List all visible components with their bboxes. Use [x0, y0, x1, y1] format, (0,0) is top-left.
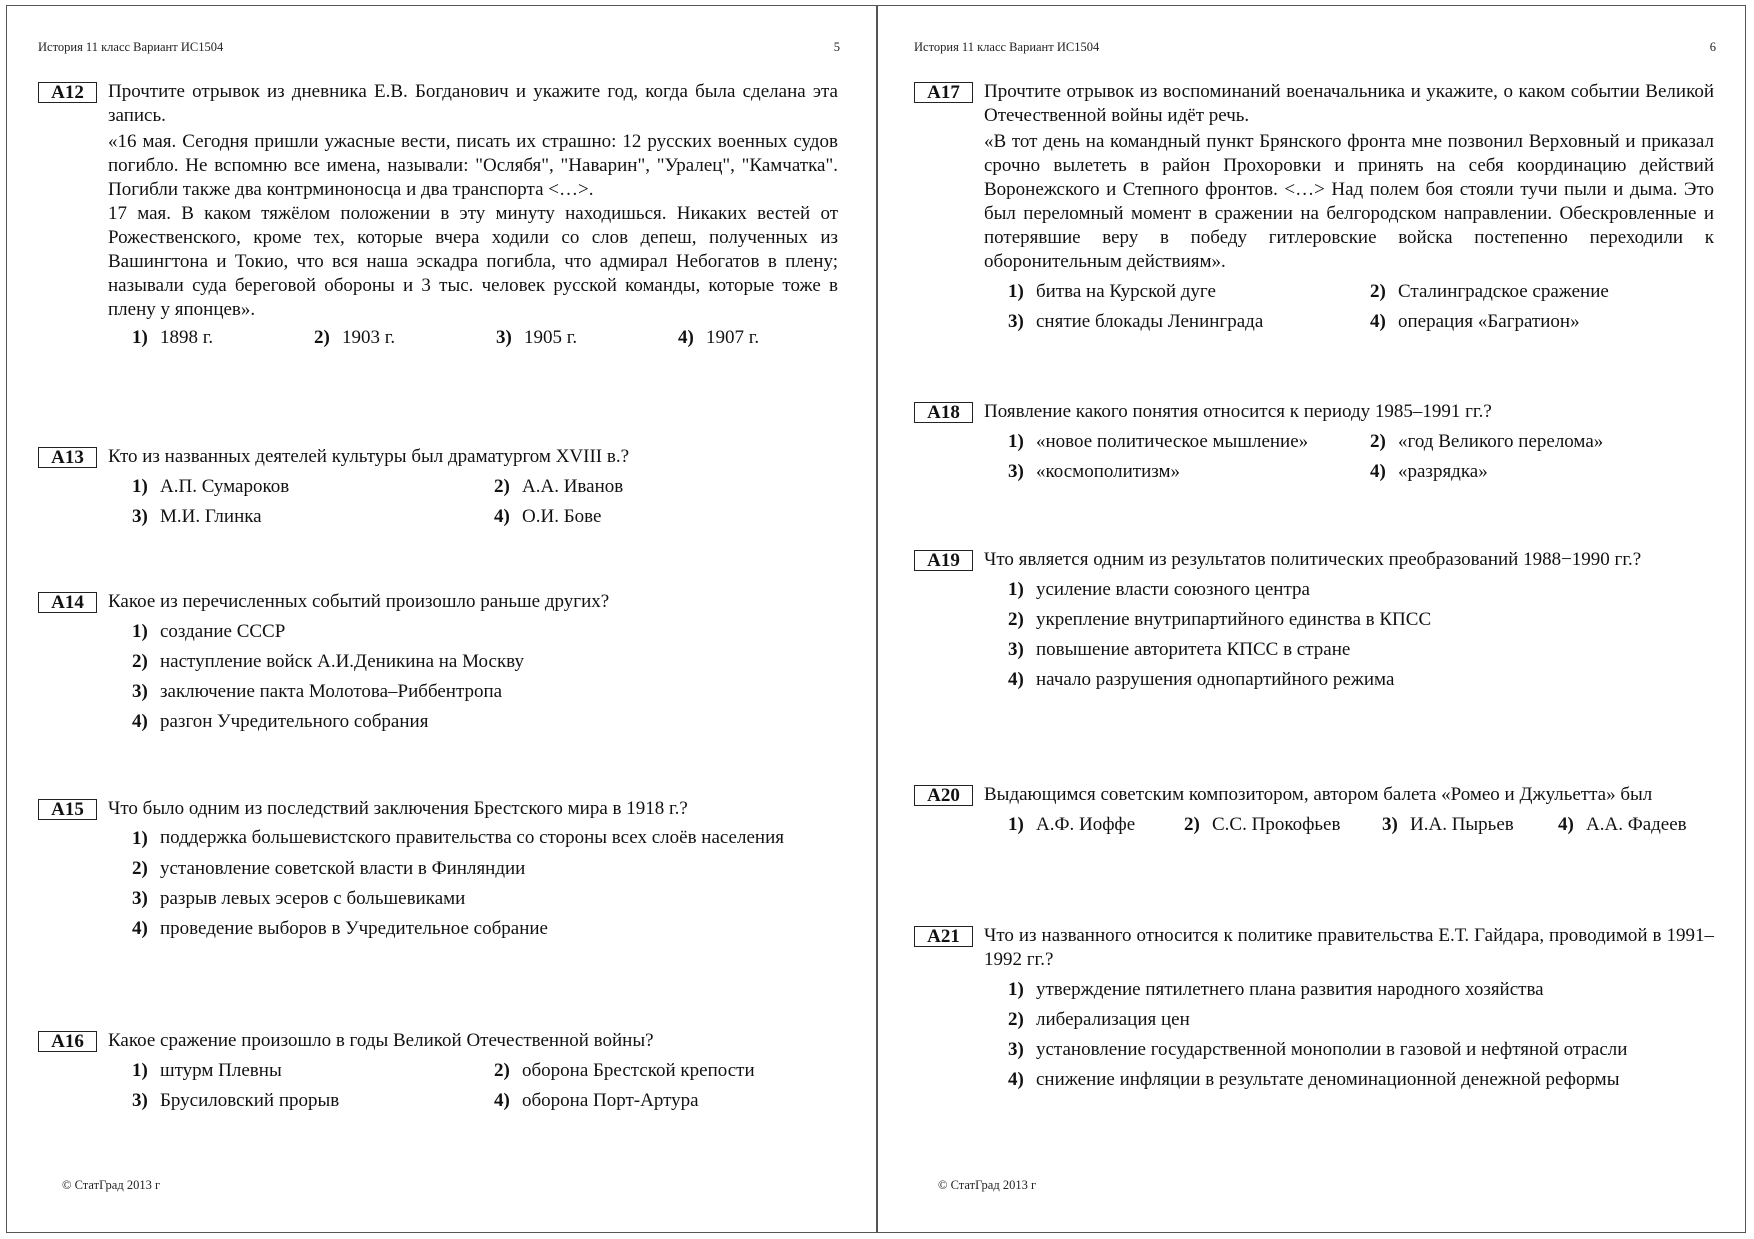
option-number: 2) — [494, 1060, 510, 1081]
answer-options — [132, 326, 838, 356]
answer-option-1[interactable] — [132, 827, 838, 851]
option-number: 4) — [132, 711, 148, 732]
answer-option-3[interactable] — [1008, 1038, 1714, 1068]
question-a21 — [914, 924, 1714, 1098]
answer-option-2[interactable] — [494, 475, 814, 505]
answer-options — [1008, 978, 1714, 1098]
option-number: 4) — [678, 327, 694, 348]
question-text: Что из названного относится к политике правительства Е.Т. Гайдара, проводимой в 1991–1992 гг.? — [984, 925, 1714, 970]
question-label: А14 — [38, 592, 97, 613]
page-divider — [876, 5, 878, 1233]
option-text: повышение авторитета КПСС в стране — [1036, 639, 1351, 660]
option-text: штурм Плевны — [160, 1060, 282, 1081]
option-number: 3) — [132, 506, 148, 527]
source-passage — [984, 130, 1714, 274]
option-text: Сталинградское сражение — [1398, 281, 1609, 302]
option-text: установление государственной монополии в газовой и нефтяной отрасли — [1036, 1039, 1628, 1060]
option-text: установление советской власти в Финляндии — [160, 858, 526, 879]
option-number: 4) — [1370, 311, 1386, 332]
right-page — [914, 0, 1714, 1239]
option-number: 4) — [494, 506, 510, 527]
question-text: Прочтите отрывок из воспоминаний военачальника и укажите, о каком событии Великой Отечественной войны идёт речь. — [984, 81, 1714, 126]
page-footer: © СтатГрад 2013 г — [938, 1178, 1037, 1192]
left-page — [38, 0, 838, 1239]
option-number: 2) — [1008, 1009, 1024, 1030]
question-label: А13 — [38, 447, 97, 468]
question-label: А17 — [914, 82, 973, 103]
option-number: 2) — [314, 327, 330, 348]
answer-options — [132, 1059, 838, 1119]
option-text: снятие блокады Ленинграда — [1036, 311, 1264, 332]
question-label: А21 — [914, 926, 973, 947]
answer-option-1[interactable] — [1008, 578, 1714, 608]
page-number: 6 — [1709, 40, 1716, 54]
option-text: 1898 г. — [160, 327, 214, 348]
option-text: А.П. Сумароков — [160, 476, 290, 497]
answer-option-4[interactable] — [494, 505, 814, 535]
option-text: утверждение пятилетнего плана развития народного хозяйства — [1036, 979, 1544, 1000]
option-text: А.А. Фадеев — [1586, 814, 1687, 835]
question-label: А16 — [38, 1031, 97, 1052]
option-text: А.Ф. Иоффе — [1036, 814, 1136, 835]
option-text: «новое политическое мышление» — [1036, 431, 1309, 452]
option-text: 1905 г. — [524, 327, 578, 348]
option-text: 1903 г. — [342, 327, 396, 348]
option-text: оборона Брестской крепости — [522, 1060, 755, 1081]
option-text: «разрядка» — [1398, 461, 1488, 482]
option-text: «космополитизм» — [1036, 461, 1180, 482]
answer-options — [1008, 430, 1714, 490]
question-text: Какое сражение произошло в годы Великой Отечественной войны? — [108, 1030, 654, 1051]
option-text: 1907 г. — [706, 327, 760, 348]
header-title: История 11 класс Вариант ИС1504 — [38, 40, 224, 54]
option-number: 1) — [132, 828, 148, 849]
answer-option-4[interactable] — [1008, 1068, 1714, 1098]
answer-option-2[interactable] — [1370, 430, 1690, 460]
answer-option-1[interactable] — [132, 620, 838, 650]
answer-options — [132, 475, 838, 535]
option-number: 2) — [1370, 431, 1386, 452]
option-text: С.С. Прокофьев — [1212, 814, 1341, 835]
option-number: 1) — [132, 327, 148, 348]
answer-option-4[interactable] — [678, 326, 828, 356]
answer-option-3[interactable] — [1008, 310, 1370, 340]
answer-option-1[interactable] — [1008, 813, 1184, 843]
answer-options — [132, 620, 838, 740]
option-text: операция «Багратион» — [1398, 311, 1580, 332]
answer-option-3[interactable] — [1008, 638, 1714, 668]
option-number: 3) — [1008, 1039, 1024, 1060]
option-number: 3) — [1008, 461, 1024, 482]
passage-paragraph: 17 мая. В каком тяжёлом положении в эту минуту находишься. Никаких вестей от Рожественского, кроме тех, которые вчера ходили со слов депеш, полученных из Вашингтона и Токио, что вся наша эскадра погибла, что адмирал Небогатов в плену; называли суда береговой обороны и 3 тыс. человек русской команды, которые тоже в плену у японцев». — [108, 203, 838, 320]
answer-option-4[interactable] — [1370, 310, 1690, 340]
option-number: 4) — [132, 918, 148, 939]
option-number: 1) — [132, 1060, 148, 1081]
answer-option-2[interactable] — [1008, 1008, 1714, 1038]
answer-option-4[interactable] — [1370, 460, 1690, 490]
answer-option-3[interactable] — [132, 1089, 494, 1119]
answer-option-2[interactable] — [314, 326, 496, 356]
question-text: Какое из перечисленных событий произошло раньше других? — [108, 591, 610, 612]
answer-option-2[interactable] — [1370, 280, 1690, 310]
question-text: Появление какого понятия относится к периоду 1985–1991 гг.? — [984, 401, 1492, 422]
answer-option-1[interactable] — [1008, 430, 1370, 460]
question-a12 — [38, 80, 838, 356]
question-a15 — [38, 797, 838, 947]
answer-option-4[interactable] — [132, 710, 838, 740]
option-number: 1) — [1008, 431, 1024, 452]
option-number: 2) — [1184, 814, 1200, 835]
option-text: О.И. Бове — [522, 506, 602, 527]
answer-option-4[interactable] — [132, 917, 838, 947]
answer-option-4[interactable] — [494, 1089, 814, 1119]
answer-option-2[interactable] — [132, 650, 838, 680]
question-label: А15 — [38, 799, 97, 820]
answer-options — [1008, 813, 1714, 843]
question-label: А19 — [914, 550, 973, 571]
question-text: Прочтите отрывок из дневника Е.В. Богданович и укажите год, когда была сделана эта запись. — [108, 81, 838, 126]
passage-paragraph: «16 мая. Сегодня пришли ужасные вести, писать их страшно: 12 русских военных судов погибло. Не вспомню все имена, называли: "Ослябя", "Наварин", "Уралец", "Камчатка". Погибли также два контрминоносца и два транспорта <…>. — [108, 131, 838, 200]
option-number: 1) — [1008, 281, 1024, 302]
answer-option-2[interactable] — [1184, 813, 1382, 843]
option-text: проведение выборов в Учредительное собрание — [160, 918, 548, 939]
answer-options — [132, 827, 838, 947]
question-a13 — [38, 445, 838, 535]
option-text: наступление войск А.И.Деникина на Москву — [160, 651, 524, 672]
option-number: 2) — [1370, 281, 1386, 302]
question-label: А20 — [914, 785, 973, 806]
answer-option-3[interactable] — [496, 326, 678, 356]
option-text: А.А. Иванов — [522, 476, 624, 497]
option-text: битва на Курской дуге — [1036, 281, 1216, 302]
option-text: поддержка большевистского правительства со стороны всех слоёв населения — [160, 827, 784, 848]
question-a14 — [38, 590, 838, 740]
option-number: 1) — [1008, 979, 1024, 1000]
option-number: 2) — [1008, 609, 1024, 630]
option-number: 3) — [1008, 639, 1024, 660]
option-number: 4) — [494, 1090, 510, 1111]
question-text: Кто из названных деятелей культуры был драматургом XVIII в.? — [108, 446, 630, 467]
page-header — [914, 40, 1716, 55]
option-text: И.А. Пырьев — [1410, 814, 1514, 835]
passage-paragraph: «В тот день на командный пункт Брянского фронта мне позвонил Верховный и приказал срочно вылететь в район Прохоровки и принять на себя координацию действий Воронежского и Степного фронтов. <…> Над полем боя стояли тучи пыли и дыма. Это был переломный момент в сражении на белгородском направлении. Обескровленные и потерявшие веру в победу гитлеровские войска постепенно переходили к оборонительным действиям». — [984, 131, 1714, 272]
question-text: Что было одним из последствий заключения Брестского мира в 1918 г.? — [108, 798, 688, 819]
option-text: снижение инфляции в результате деноминационной денежной реформы — [1036, 1069, 1620, 1090]
answer-option-3[interactable] — [1382, 813, 1558, 843]
option-number: 4) — [1558, 814, 1574, 835]
option-text: оборона Порт-Артура — [522, 1090, 699, 1111]
question-text: Выдающимся советским композитором, автором балета «Ромео и Джульетта» был — [984, 784, 1653, 805]
option-number: 3) — [132, 888, 148, 909]
option-number: 1) — [1008, 814, 1024, 835]
answer-option-1[interactable] — [132, 1059, 494, 1089]
option-text: начало разрушения однопартийного режима — [1036, 669, 1395, 690]
answer-option-1[interactable] — [132, 326, 314, 356]
answer-option-2[interactable] — [1008, 608, 1714, 638]
answer-option-1[interactable] — [1008, 978, 1714, 1008]
question-a17 — [914, 80, 1714, 340]
page-header — [38, 40, 840, 55]
answer-options — [1008, 578, 1714, 698]
option-number: 4) — [1008, 669, 1024, 690]
answer-option-2[interactable] — [494, 1059, 814, 1089]
answer-options — [1008, 280, 1714, 340]
question-label: А18 — [914, 402, 973, 423]
answer-option-3[interactable] — [132, 680, 838, 710]
answer-option-4[interactable] — [1558, 813, 1708, 843]
option-text: создание СССР — [160, 621, 286, 642]
option-text: М.И. Глинка — [160, 506, 262, 527]
option-text: заключение пакта Молотова–Риббентропа — [160, 681, 503, 702]
option-number: 1) — [132, 621, 148, 642]
answer-option-3[interactable] — [132, 887, 838, 917]
answer-option-3[interactable] — [132, 505, 494, 535]
answer-option-2[interactable] — [132, 857, 838, 887]
option-text: либерализация цен — [1036, 1009, 1190, 1030]
option-number: 1) — [1008, 579, 1024, 600]
question-label: А12 — [38, 82, 97, 103]
option-number: 4) — [1370, 461, 1386, 482]
answer-option-1[interactable] — [132, 475, 494, 505]
question-a18 — [914, 400, 1714, 490]
header-title: История 11 класс Вариант ИС1504 — [914, 40, 1100, 54]
option-text: Брусиловский прорыв — [160, 1090, 340, 1111]
question-text: Что является одним из результатов политических преобразований 1988−1990 гг.? — [984, 549, 1642, 570]
question-a20 — [914, 783, 1714, 843]
source-passage — [108, 130, 838, 322]
option-text: разрыв левых эсеров с большевиками — [160, 888, 466, 909]
option-number: 2) — [132, 858, 148, 879]
question-a16 — [38, 1029, 838, 1119]
option-number: 1) — [132, 476, 148, 497]
option-number: 3) — [496, 327, 512, 348]
option-text: «год Великого перелома» — [1398, 431, 1604, 452]
page-footer: © СтатГрад 2013 г — [62, 1178, 161, 1192]
option-number: 2) — [494, 476, 510, 497]
option-text: усиление власти союзного центра — [1036, 579, 1310, 600]
option-number: 3) — [1382, 814, 1398, 835]
answer-option-4[interactable] — [1008, 668, 1714, 698]
question-a19 — [914, 548, 1714, 698]
page-number: 5 — [833, 40, 840, 54]
option-number: 2) — [132, 651, 148, 672]
answer-option-3[interactable] — [1008, 460, 1370, 490]
option-number: 3) — [132, 681, 148, 702]
option-number: 4) — [1008, 1069, 1024, 1090]
answer-option-1[interactable] — [1008, 280, 1370, 310]
option-number: 3) — [1008, 311, 1024, 332]
option-text: укрепление внутрипартийного единства в КПСС — [1036, 609, 1432, 630]
option-text: разгон Учредительного собрания — [160, 711, 429, 732]
option-number: 3) — [132, 1090, 148, 1111]
